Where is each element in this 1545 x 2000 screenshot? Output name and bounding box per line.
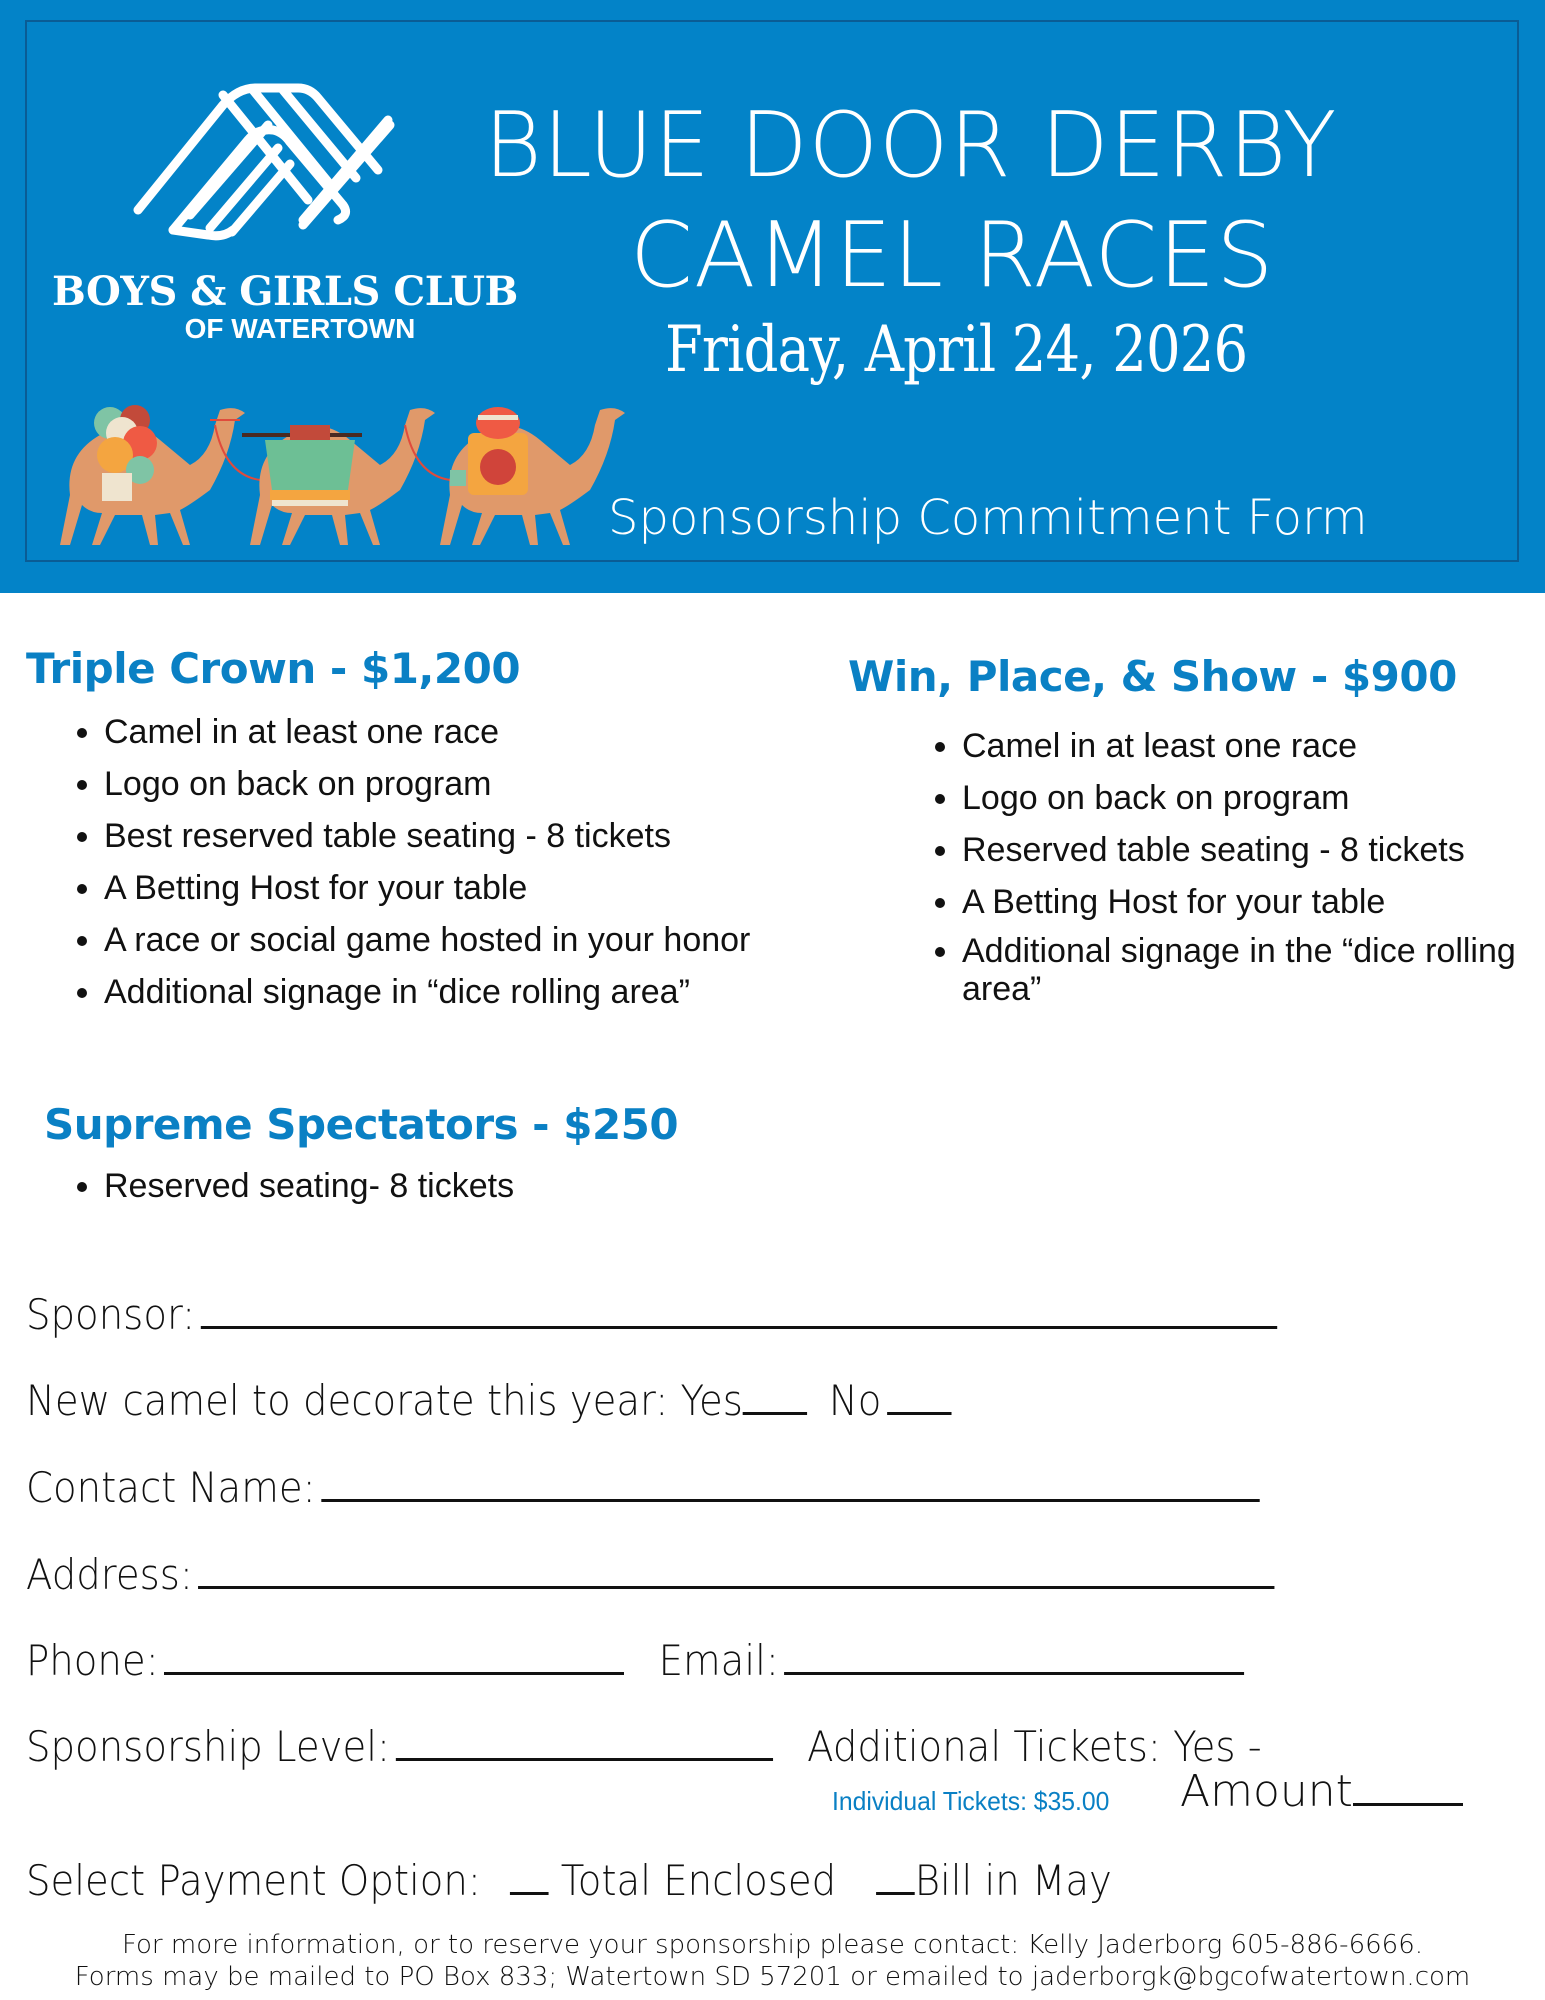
perk-list	[64, 1160, 514, 1212]
level-tickets-row	[26, 1722, 1262, 1771]
sponsor-field-row	[26, 1290, 1277, 1339]
sponsorship-level-label: Sponsorship Level:	[26, 1722, 391, 1771]
bill-in-may-label: Bill in May	[914, 1856, 1112, 1905]
perk-item: • Camel in at least one race	[962, 720, 1545, 772]
camel-caravan-illustration	[40, 395, 630, 565]
bill-in-may-blank[interactable]	[876, 1858, 915, 1895]
org-name: BOYS & GIRLS CLUB	[52, 268, 518, 315]
handshake-logo-icon	[128, 60, 398, 250]
sponsor-label: Sponsor:	[26, 1290, 196, 1339]
additional-tickets-label: Additional Tickets: Yes -	[807, 1722, 1262, 1771]
new-camel-row	[26, 1376, 951, 1425]
perk-item: • Reserved seating- 8 tickets	[104, 1160, 514, 1212]
phone-input[interactable]	[164, 1638, 624, 1675]
amount-input[interactable]	[1353, 1769, 1463, 1806]
org-subtitle: OF WATERTOWN	[184, 313, 416, 344]
footer-contact-line: For more information, or to reserve your sponsorship please contact: Kelly Jaderborg 605-886-6666.	[121, 1930, 1423, 1960]
perk-item: • A Betting Host for your table	[962, 876, 1545, 928]
email-input[interactable]	[784, 1638, 1244, 1675]
form-title: Sponsorship Commitment Form	[608, 490, 1368, 546]
perk-item: • A race or social game hosted in your honor	[104, 914, 750, 966]
event-title-line1: BLUE DOOR DERBY	[484, 93, 1338, 198]
camel-icon	[60, 405, 260, 545]
sponsor-input[interactable]	[201, 1292, 1277, 1329]
payment-option-label: Select Payment Option:	[26, 1856, 481, 1905]
perk-item: • Logo on back on program	[962, 772, 1545, 824]
event-title-line2: CAMEL RACES	[630, 203, 1275, 308]
address-input[interactable]	[198, 1552, 1274, 1589]
event-date: Friday, April 24, 2026	[665, 313, 1248, 387]
new-camel-yes-blank[interactable]	[743, 1378, 807, 1415]
total-enclosed-label: Total Enclosed	[560, 1856, 837, 1905]
new-camel-no-blank[interactable]	[887, 1378, 951, 1415]
perk-item: • Best reserved table seating - 8 tickets	[104, 810, 750, 862]
perk-item: • Additional signage in “dice rolling area”	[104, 966, 750, 1018]
contact-name-input[interactable]	[321, 1465, 1259, 1502]
perk-list	[922, 720, 1545, 1008]
perk-item: • Additional signage in the “dice rolling area”	[962, 928, 1545, 1008]
amount-row	[1180, 1766, 1463, 1817]
perk-item: • Camel in at least one race	[104, 706, 750, 758]
sponsorship-level-input[interactable]	[396, 1724, 773, 1761]
phone-email-row	[26, 1636, 1244, 1685]
tier-title: Triple Crown - $1,200	[26, 644, 521, 693]
contact-name-label: Contact Name:	[26, 1463, 316, 1512]
tier-title: Win, Place, & Show - $900	[848, 652, 1457, 701]
ticket-price-note: Individual Tickets: $35.00	[832, 1786, 1110, 1816]
amount-label: Amount	[1180, 1766, 1353, 1817]
perk-list	[64, 706, 750, 1018]
contact-field-row	[26, 1463, 1260, 1512]
tier-title: Supreme Spectators - $250	[44, 1100, 679, 1149]
address-label: Address:	[26, 1550, 193, 1599]
header-banner	[0, 0, 1545, 593]
address-field-row	[26, 1550, 1275, 1599]
perk-item: • Reserved table seating - 8 tickets	[962, 824, 1545, 876]
payment-option-row	[26, 1856, 1112, 1905]
phone-label: Phone:	[26, 1636, 159, 1685]
perk-item: • A Betting Host for your table	[104, 862, 750, 914]
new-camel-label: New camel to decorate this year: Yes	[26, 1376, 743, 1425]
new-camel-no-label: No	[828, 1376, 882, 1425]
email-label: Email:	[658, 1636, 779, 1685]
perk-item: • Logo on back on program	[104, 758, 750, 810]
total-enclosed-blank[interactable]	[510, 1858, 549, 1895]
footer-mailing-line: Forms may be mailed to PO Box 833; Watertown SD 57201 or emailed to jaderborgk@bgcofwatertown.com	[74, 1962, 1471, 1992]
